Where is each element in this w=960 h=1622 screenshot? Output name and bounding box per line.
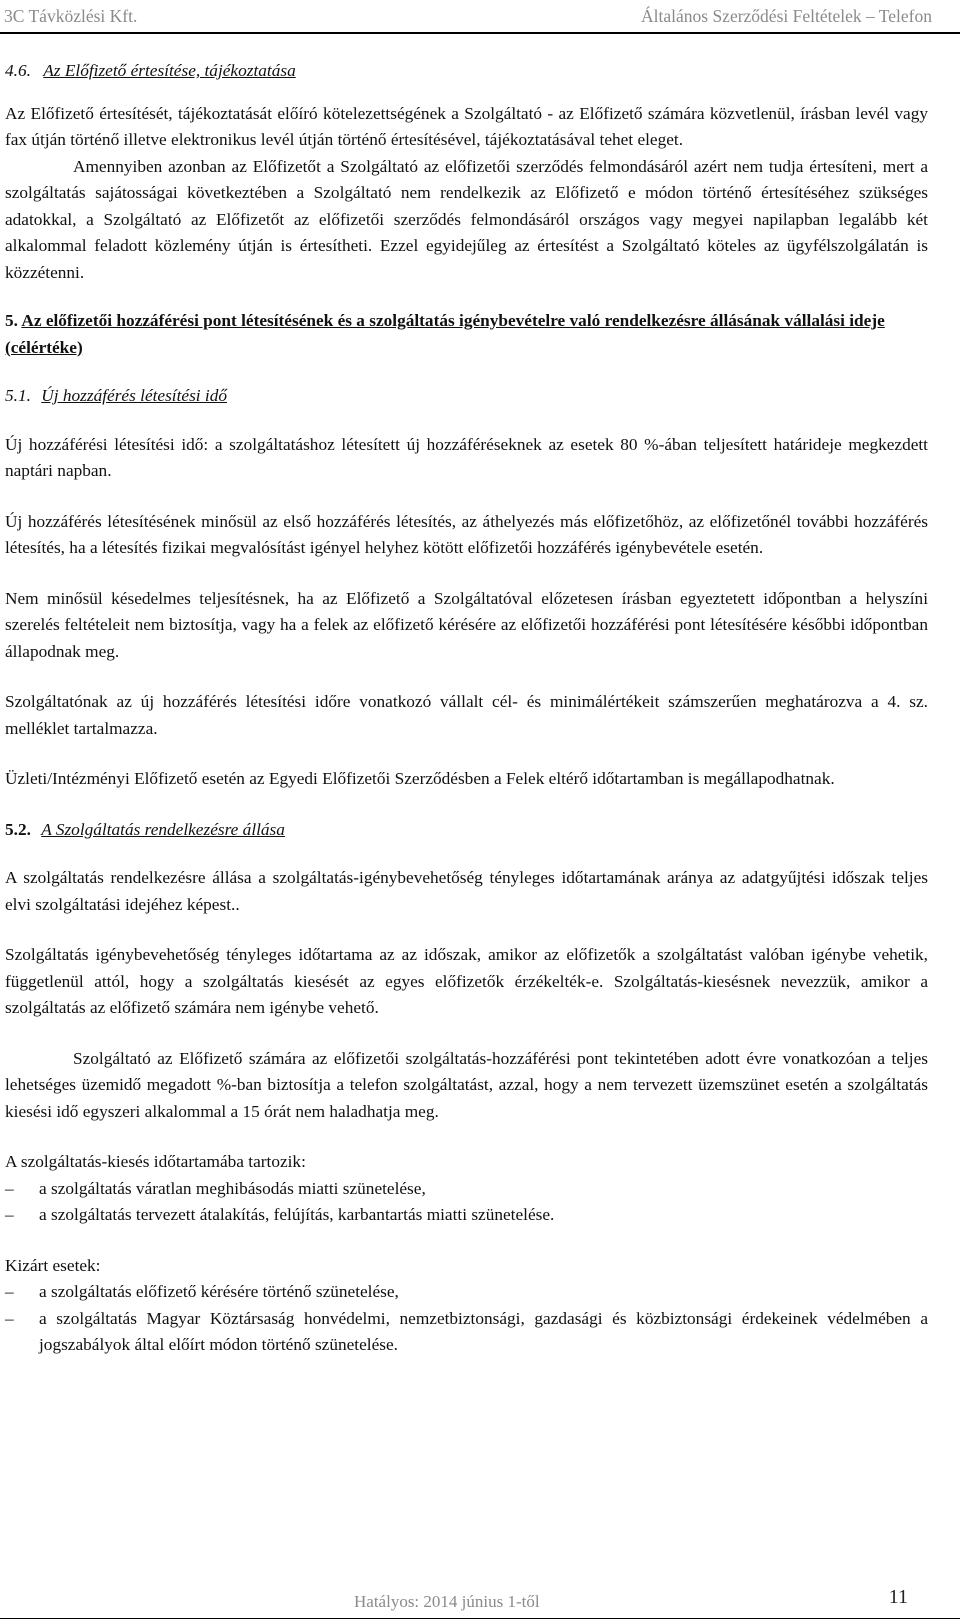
page-number: 11 bbox=[888, 1586, 908, 1608]
list-item-text: a szolgáltatás előfizető kérésére történő szünetelése, bbox=[39, 1282, 399, 1301]
section-5-2-paragraph-1: A szolgáltatás rendelkezésre állása a szolgáltatás-igénybevehetőség tényleges időtartamának aránya az adatgyűjtési időszak teljes elvi szolgáltatási idejéhez képest.. bbox=[5, 868, 928, 914]
list-2 bbox=[5, 1279, 928, 1359]
section-5-heading bbox=[5, 308, 928, 361]
header-document-title: Általános Szerződési Feltételek – Telefon bbox=[641, 6, 932, 26]
list-item bbox=[5, 1279, 928, 1306]
footer-rule bbox=[0, 1618, 960, 1619]
section-4-6-paragraph-1: Az Előfizető értesítését, tájékoztatását előíró kötelezettségének a Szolgáltató - az Előfizető számára közvetlenül, írásban levél vagy fax útján történő illetve elektronikus levél útján történő értesítésével, tájékoztatásával tehet eleget. bbox=[5, 103, 928, 149]
section-5-1-paragraph-3: Nem minősül késedelmes teljesítésnek, ha az Előfizető a Szolgáltatóval előzetesen írásban egyeztetett időpontban a helyszíni szerelés feltételeit nem biztosítja, vagy ha a felek az előfizető kérésére az előfizetői hozzáférési pont létesítésére későbbi időpontban állapodnak meg. bbox=[5, 588, 928, 661]
list-2-intro: Kizárt esetek: bbox=[5, 1255, 101, 1275]
section-5-2-title: A Szolgáltatás rendelkezésre állása bbox=[41, 819, 285, 839]
dash-bullet: – bbox=[5, 1282, 14, 1301]
footer-effective-date: Hatályos: 2014 június 1-től bbox=[354, 1592, 540, 1611]
section-4-6-number: 4.6. bbox=[5, 61, 31, 80]
section-5-2-number: 5.2. bbox=[5, 819, 31, 839]
section-4-6-title: Az Előfizető értesítése, tájékoztatása bbox=[43, 61, 296, 80]
list-item-text: a szolgáltatás váratlan meghibásodás miatti szünetelése, bbox=[39, 1178, 426, 1198]
section-5-1-paragraph-4: Szolgáltatónak az új hozzáférés létesítési időre vonatkozó vállalt cél- és minimálértékeit számszerűen meghatározva a 4. sz. melléklet tartalmazza. bbox=[5, 692, 928, 738]
section-5-1-title: Új hozzáférés létesítési idő bbox=[41, 386, 228, 405]
section-5-number: 5. bbox=[5, 311, 18, 330]
header-rule bbox=[0, 32, 960, 34]
list-1 bbox=[5, 1176, 928, 1229]
document-body bbox=[5, 58, 928, 1383]
section-5-1-heading bbox=[5, 383, 928, 410]
list-item bbox=[5, 1306, 928, 1359]
list-1-intro: A szolgáltatás-kiesés időtartamába tartozik: bbox=[5, 1152, 306, 1171]
section-5-1-paragraph-2: Új hozzáférés létesítésének minősül az első hozzáférés létesítés, az áthelyezés más előfizetőhöz, az előfizetőnél további hozzáférés létesítés, ha a létesítés fizikai megvalósítást igényel helyhez kötött előfizetői hozzáférés igénybevétele esetén. bbox=[5, 511, 928, 557]
header-company: 3C Távközlési Kft. bbox=[4, 6, 138, 26]
list-item-text: a szolgáltatás Magyar Köztársaság honvédelmi, nemzetbiztonsági, gazdasági és közbiztonsági érdekeinek védelmében a jogszabályok által előírt módon történő szünetelése. bbox=[39, 1308, 928, 1354]
section-4-6-paragraph-2: Amennyiben azonban az Előfizetőt a Szolgáltató az előfizetői szerződés felmondásáról azért nem tudja értesíteni, mert a szolgáltatás sajátosságai következtében a Szolgáltató nem rendelkezik az Előfizető e módon történő értesítéséhez szükséges adatokkal, a Szolgáltató az Előfizetőt az előfizetői szerződés felmondásáról országos vagy megyei napilapban legalább két alkalommal feladott közlemény útján is értesítheti. Ezzel egyidejűleg az értesítést a Szolgáltató köteles az ügyfélszolgálatán is közzétenni. bbox=[5, 156, 928, 282]
section-5-2-heading bbox=[5, 817, 928, 844]
section-5-1-number: 5.1. bbox=[5, 386, 31, 405]
section-5-1-paragraph-1: Új hozzáférési létesítési idő: a szolgáltatáshoz létesített új hozzáféréseknek az esetek 80 %-ában teljesített határideje megkezdett naptári napban. bbox=[5, 434, 928, 480]
section-4-6-heading bbox=[5, 58, 928, 85]
list-item bbox=[5, 1176, 928, 1203]
section-5-title: Az előfizetői hozzáférési pont létesítésének és a szolgáltatás igénybevételre való rendelkezésre állásának vállalási ideje (célértéke) bbox=[5, 311, 885, 357]
list-item bbox=[5, 1202, 928, 1229]
page-header bbox=[4, 2, 932, 32]
dash-bullet: – bbox=[5, 1178, 14, 1198]
dash-bullet: – bbox=[5, 1308, 14, 1328]
section-5-1-paragraph-5: Üzleti/Intézményi Előfizető esetén az Egyedi Előfizetői Szerződésben a Felek eltérő időtartamban is megállapodhatnak. bbox=[5, 769, 835, 788]
list-item-text: a szolgáltatás tervezett átalakítás, felújítás, karbantartás miatti szünetelése. bbox=[39, 1205, 555, 1224]
dash-bullet: – bbox=[5, 1205, 14, 1224]
section-5-2-paragraph-2: Szolgáltatás igénybevehetőség tényleges időtartama az az időszak, amikor az előfizetők a szolgáltatást valóban igénybe vehetik, függetlenül attól, hogy a szolgáltatás kiesését az egyes előfizetők érzékelték-e. Szolgáltatás-kiesésnek nevezzük, amikor a szolgáltatás az előfizető számára nem igénybe vehető. bbox=[5, 945, 928, 1017]
section-5-2-paragraph-3: Szolgáltató az Előfizető számára az előfizetői szolgáltatás-hozzáférési pont tekintetében adott évre vonatkozóan a teljes lehetséges üzemidő megadott %-ban biztosítja a telefon szolgáltatást, azzal, hogy a nem tervezett üzemszünet esetén a szolgáltatás kiesési idő egyszeri alkalommal a 15 órát nem haladhatja meg. bbox=[5, 1048, 928, 1121]
